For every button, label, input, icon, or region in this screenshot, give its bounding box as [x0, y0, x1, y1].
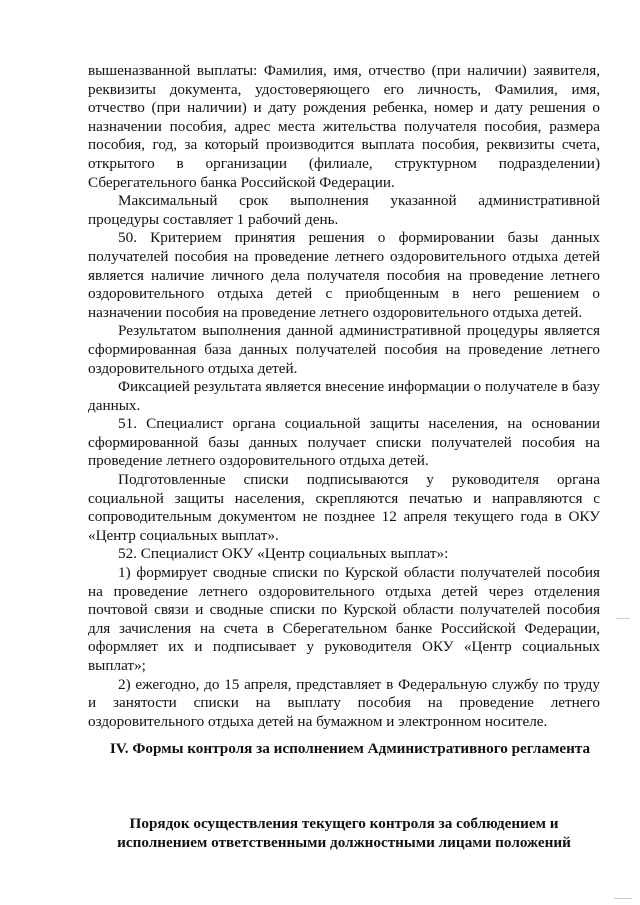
paragraph-item-52-2: 2) ежегодно, до 15 апреля, представляет в Федеральную службу по труду и занятости списки на выплату пособия на проведение летнего оздоровительного отдыха детей на бумажном и электронном носителе. [88, 675, 600, 730]
paragraph-lists-signed: Подготовленные списки подписываются у руководителя органа социальной защиты населения, скрепляются печатью и направляются с сопроводительным документом не позднее 12 апреля текущего года в ОКУ «Центр социальных выплат». [88, 471, 600, 544]
paragraph-fixation: Фиксацией результата является внесение информации о получателе в базу данных. [88, 378, 600, 414]
paragraph-item-52: 52. Специалист ОКУ «Центр социальных выплат»: [118, 545, 449, 563]
document-body [88, 62, 600, 731]
paragraph-max-term: Максимальный срок выполнения указанной административной процедуры составляет 1 рабочий день. [88, 192, 600, 228]
paragraph-result: Результатом выполнения данной административной процедуры является сформированная база данных получателей пособия на проведение летнего оздоровительного отдыха детей. [88, 322, 600, 377]
paragraph-item-52-1: 1) формирует сводные списки по Курской области получателей пособия на проведение летнего оздоровительного отдыха детей через отделения почтовой связи и сводные списки по Курской области получателей пособия для зачисления на счета в Сберегательном банке Российской Федерации, оформляет их и подписывает у руководителя ОКУ «Центр социальных выплат»; [88, 564, 600, 674]
subsection-title: Порядок осуществления текущего контроля за соблюдением и исполнением ответственными должностными лицами положений [117, 815, 571, 851]
scan-mark [616, 618, 630, 619]
paragraph-payment-details: вышеназванной выплаты: Фамилия, имя, отчество (при наличии) заявителя, реквизиты документа, удостоверяющего его личность, Фамилия, имя, отчество (при наличии) и дату рождения ребенка, номер и дату решения о назначении пособия, адрес места жительства получателя пособия, размера пособия, год, за который производится выплата пособия, реквизиты счета, открытого в организации (филиале, структурном подразделении) Сберегательного банка Российской Федерации. [88, 62, 600, 191]
paragraph-item-50: 50. Критерием принятия решения о формировании базы данных получателей пособия на проведение летнего оздоровительного отдыха детей является наличие личного дела получателя пособия на проведение летнего оздоровительного отдыха детей с приобщенным в него решением о назначении пособия на проведение летнего оздоровительного отдыха детей. [88, 229, 600, 321]
scan-mark [614, 898, 632, 899]
paragraph-item-51: 51. Специалист органа социальной защиты населения, на основании сформированной базы данных получает списки получателей пособия на проведение летнего оздоровительного отдыха детей. [88, 415, 600, 470]
section-title: IV. Формы контроля за исполнением Административного регламента [109, 740, 591, 757]
